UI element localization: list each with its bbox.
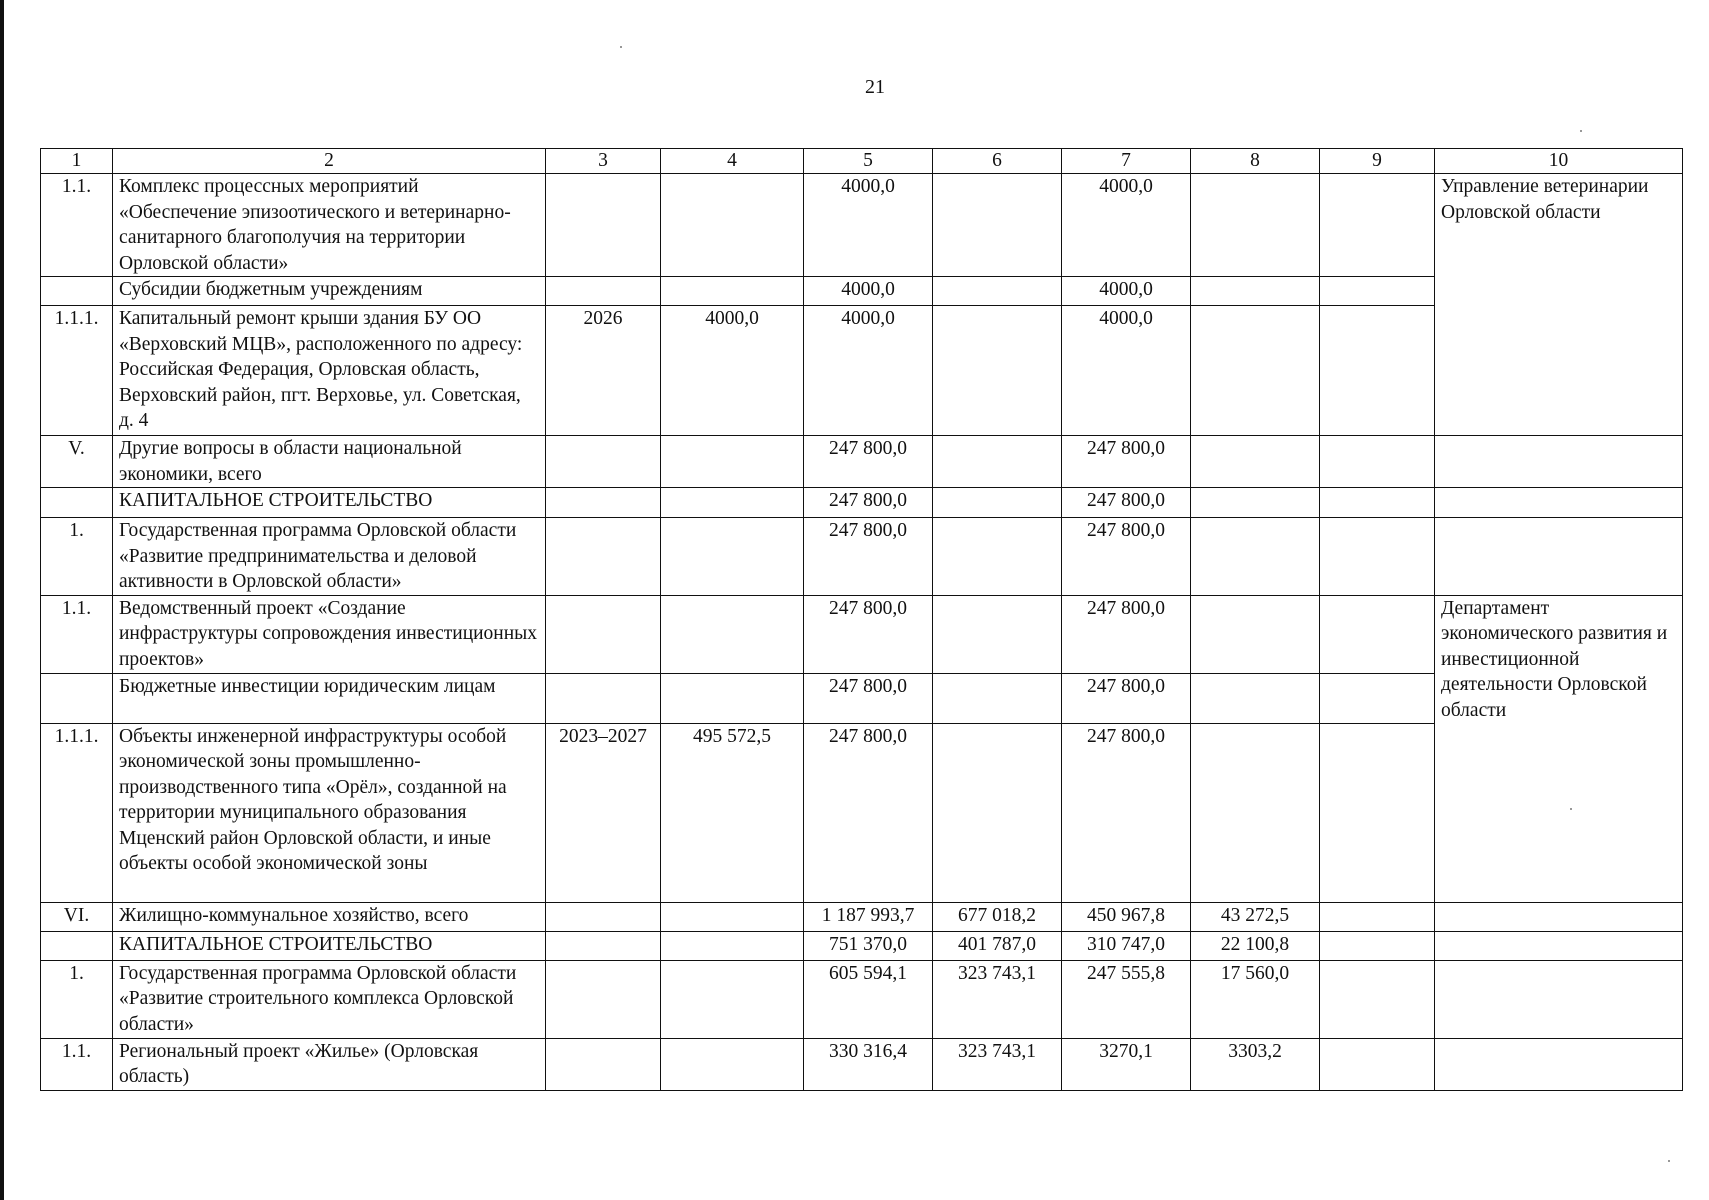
table-row bbox=[41, 960, 1683, 1038]
cell-cost bbox=[661, 488, 804, 518]
cell-period: 2026 bbox=[546, 306, 661, 436]
cell-value bbox=[1320, 902, 1435, 931]
cell-responsible bbox=[1435, 931, 1683, 960]
cell-value: 323 743,1 bbox=[933, 960, 1062, 1038]
cell-total: 4000,0 bbox=[804, 277, 933, 306]
cell-total: 1 187 993,7 bbox=[804, 902, 933, 931]
table-header-row bbox=[41, 149, 1683, 174]
row-name: Объекты инженерной инфраструктуры особой экономической зоны промышленно-производственного типа «Орёл», созданной на территории муниципального образования Мценский район Орловской области, и иные объекты особой экономической зоны bbox=[113, 723, 546, 902]
cell-value bbox=[1320, 174, 1435, 277]
cell-value bbox=[933, 723, 1062, 902]
row-number: 1.1.1. bbox=[41, 306, 113, 436]
cell-cost bbox=[661, 960, 804, 1038]
cell-period bbox=[546, 174, 661, 277]
cell-value bbox=[1320, 960, 1435, 1038]
cell-value: 450 967,8 bbox=[1062, 902, 1191, 931]
cell-value: 22 100,8 bbox=[1191, 931, 1320, 960]
cell-value bbox=[933, 277, 1062, 306]
cell-total: 247 800,0 bbox=[804, 673, 933, 723]
cell-cost bbox=[661, 673, 804, 723]
row-number: 1.1. bbox=[41, 1038, 113, 1090]
cell-period bbox=[546, 277, 661, 306]
cell-period bbox=[546, 436, 661, 488]
cell-value bbox=[1320, 595, 1435, 673]
cell-responsible bbox=[1435, 1038, 1683, 1090]
cell-total: 247 800,0 bbox=[804, 595, 933, 673]
cell-total: 247 800,0 bbox=[804, 488, 933, 518]
cell-value bbox=[1191, 306, 1320, 436]
cell-total: 605 594,1 bbox=[804, 960, 933, 1038]
cell-value bbox=[1320, 488, 1435, 518]
cell-cost bbox=[661, 518, 804, 596]
table-row bbox=[41, 595, 1683, 673]
cell-total: 751 370,0 bbox=[804, 931, 933, 960]
responsible-department: Департамент экономического развития и инвестиционной деятельности Орловской области bbox=[1435, 595, 1683, 902]
cell-period bbox=[546, 931, 661, 960]
header-cell: 2 bbox=[113, 149, 546, 174]
cell-value bbox=[933, 436, 1062, 488]
row-number: 1. bbox=[41, 518, 113, 596]
cell-value bbox=[1320, 436, 1435, 488]
responsible-department: Управление ветеринарии Орловской области bbox=[1435, 174, 1683, 436]
header-cell: 6 bbox=[933, 149, 1062, 174]
cell-value bbox=[1191, 436, 1320, 488]
cell-value bbox=[1191, 723, 1320, 902]
row-name: Региональный проект «Жилье» (Орловская область) bbox=[113, 1038, 546, 1090]
row-number: VI. bbox=[41, 902, 113, 931]
cell-total: 247 800,0 bbox=[804, 518, 933, 596]
cell-value bbox=[1191, 174, 1320, 277]
cell-value: 43 272,5 bbox=[1191, 902, 1320, 931]
row-name: Ведомственный проект «Создание инфраструктуры сопровождения инвестиционных проектов» bbox=[113, 595, 546, 673]
header-cell: 3 bbox=[546, 149, 661, 174]
row-name: Государственная программа Орловской области «Развитие предпринимательства и деловой активности в Орловской области» bbox=[113, 518, 546, 596]
cell-value: 17 560,0 bbox=[1191, 960, 1320, 1038]
header-cell: 4 bbox=[661, 149, 804, 174]
cell-cost: 495 572,5 bbox=[661, 723, 804, 902]
cell-total: 330 316,4 bbox=[804, 1038, 933, 1090]
row-number bbox=[41, 931, 113, 960]
cell-value: 677 018,2 bbox=[933, 902, 1062, 931]
cell-cost bbox=[661, 436, 804, 488]
table-row bbox=[41, 436, 1683, 488]
row-number: 1.1. bbox=[41, 595, 113, 673]
cell-period bbox=[546, 673, 661, 723]
row-name: КАПИТАЛЬНОЕ СТРОИТЕЛЬСТВО bbox=[113, 488, 546, 518]
cell-value: 4000,0 bbox=[1062, 174, 1191, 277]
cell-total: 4000,0 bbox=[804, 174, 933, 277]
cell-responsible bbox=[1435, 488, 1683, 518]
cell-value bbox=[1320, 306, 1435, 436]
table-row bbox=[41, 518, 1683, 596]
cell-cost bbox=[661, 931, 804, 960]
cell-cost bbox=[661, 174, 804, 277]
table-row bbox=[41, 931, 1683, 960]
row-name: Государственная программа Орловской области «Развитие строительного комплекса Орловской области» bbox=[113, 960, 546, 1038]
cell-value: 247 555,8 bbox=[1062, 960, 1191, 1038]
cell-value bbox=[933, 306, 1062, 436]
cell-period bbox=[546, 1038, 661, 1090]
row-name: Бюджетные инвестиции юридическим лицам bbox=[113, 673, 546, 723]
cell-cost bbox=[661, 277, 804, 306]
row-name: Субсидии бюджетным учреждениям bbox=[113, 277, 546, 306]
cell-value: 247 800,0 bbox=[1062, 673, 1191, 723]
row-name: Другие вопросы в области национальной экономики, всего bbox=[113, 436, 546, 488]
row-number bbox=[41, 277, 113, 306]
scan-speck bbox=[620, 46, 622, 48]
cell-responsible bbox=[1435, 902, 1683, 931]
cell-value: 3303,2 bbox=[1191, 1038, 1320, 1090]
scan-speck bbox=[1668, 1160, 1670, 1162]
header-cell: 8 bbox=[1191, 149, 1320, 174]
cell-value bbox=[1320, 673, 1435, 723]
cell-value bbox=[1191, 595, 1320, 673]
cell-value bbox=[1320, 277, 1435, 306]
cell-value bbox=[1191, 488, 1320, 518]
cell-cost bbox=[661, 595, 804, 673]
cell-value bbox=[1320, 518, 1435, 596]
row-number: 1. bbox=[41, 960, 113, 1038]
cell-responsible bbox=[1435, 960, 1683, 1038]
cell-value: 247 800,0 bbox=[1062, 518, 1191, 596]
cell-cost bbox=[661, 902, 804, 931]
row-name: Комплекс процессных мероприятий «Обеспечение эпизоотического и ветеринарно-санитарного благополучия на территории Орловской области» bbox=[113, 174, 546, 277]
header-cell: 7 bbox=[1062, 149, 1191, 174]
cell-value: 247 800,0 bbox=[1062, 488, 1191, 518]
header-cell: 1 bbox=[41, 149, 113, 174]
cell-period bbox=[546, 518, 661, 596]
cell-value: 401 787,0 bbox=[933, 931, 1062, 960]
cell-total: 247 800,0 bbox=[804, 436, 933, 488]
row-number: 1.1. bbox=[41, 174, 113, 277]
row-name: КАПИТАЛЬНОЕ СТРОИТЕЛЬСТВО bbox=[113, 931, 546, 960]
cell-value: 3270,1 bbox=[1062, 1038, 1191, 1090]
cell-total: 247 800,0 bbox=[804, 723, 933, 902]
row-number: 1.1.1. bbox=[41, 723, 113, 902]
cell-value bbox=[933, 518, 1062, 596]
cell-value: 4000,0 bbox=[1062, 306, 1191, 436]
cell-value bbox=[1191, 518, 1320, 596]
row-number bbox=[41, 488, 113, 518]
cell-value: 310 747,0 bbox=[1062, 931, 1191, 960]
cell-value bbox=[933, 174, 1062, 277]
row-name: Жилищно-коммунальное хозяйство, всего bbox=[113, 902, 546, 931]
cell-value: 247 800,0 bbox=[1062, 723, 1191, 902]
cell-responsible bbox=[1435, 436, 1683, 488]
header-cell: 10 bbox=[1435, 149, 1683, 174]
table-row bbox=[41, 1038, 1683, 1090]
cell-value: 247 800,0 bbox=[1062, 595, 1191, 673]
row-number bbox=[41, 673, 113, 723]
cell-responsible bbox=[1435, 518, 1683, 596]
page-number: 21 bbox=[865, 76, 885, 98]
cell-period bbox=[546, 960, 661, 1038]
cell-value: 247 800,0 bbox=[1062, 436, 1191, 488]
cell-period bbox=[546, 902, 661, 931]
cell-period bbox=[546, 595, 661, 673]
header-cell: 9 bbox=[1320, 149, 1435, 174]
cell-total: 4000,0 bbox=[804, 306, 933, 436]
cell-value: 4000,0 bbox=[1062, 277, 1191, 306]
row-number: V. bbox=[41, 436, 113, 488]
row-name: Капитальный ремонт крыши здания БУ ОО «Верховский МЦВ», расположенного по адресу: Российская Федерация, Орловская область, Верховский район, пгт. Верховье, ул. Советская, д. 4 bbox=[113, 306, 546, 436]
cell-value bbox=[1191, 277, 1320, 306]
cell-value bbox=[933, 595, 1062, 673]
cell-cost bbox=[661, 1038, 804, 1090]
scan-edge-bar bbox=[0, 0, 4, 1200]
cell-value bbox=[1320, 723, 1435, 902]
cell-value bbox=[933, 673, 1062, 723]
scan-speck bbox=[1580, 130, 1582, 132]
cell-value: 323 743,1 bbox=[933, 1038, 1062, 1090]
header-cell: 5 bbox=[804, 149, 933, 174]
cell-value bbox=[1320, 1038, 1435, 1090]
table-row bbox=[41, 174, 1683, 277]
cell-period: 2023–2027 bbox=[546, 723, 661, 902]
budget-table bbox=[40, 148, 1683, 1091]
cell-value bbox=[1191, 673, 1320, 723]
cell-value bbox=[933, 488, 1062, 518]
table-row bbox=[41, 488, 1683, 518]
cell-value bbox=[1320, 931, 1435, 960]
cell-cost: 4000,0 bbox=[661, 306, 804, 436]
cell-period bbox=[546, 488, 661, 518]
scan-speck bbox=[1570, 808, 1572, 810]
table-row bbox=[41, 902, 1683, 931]
